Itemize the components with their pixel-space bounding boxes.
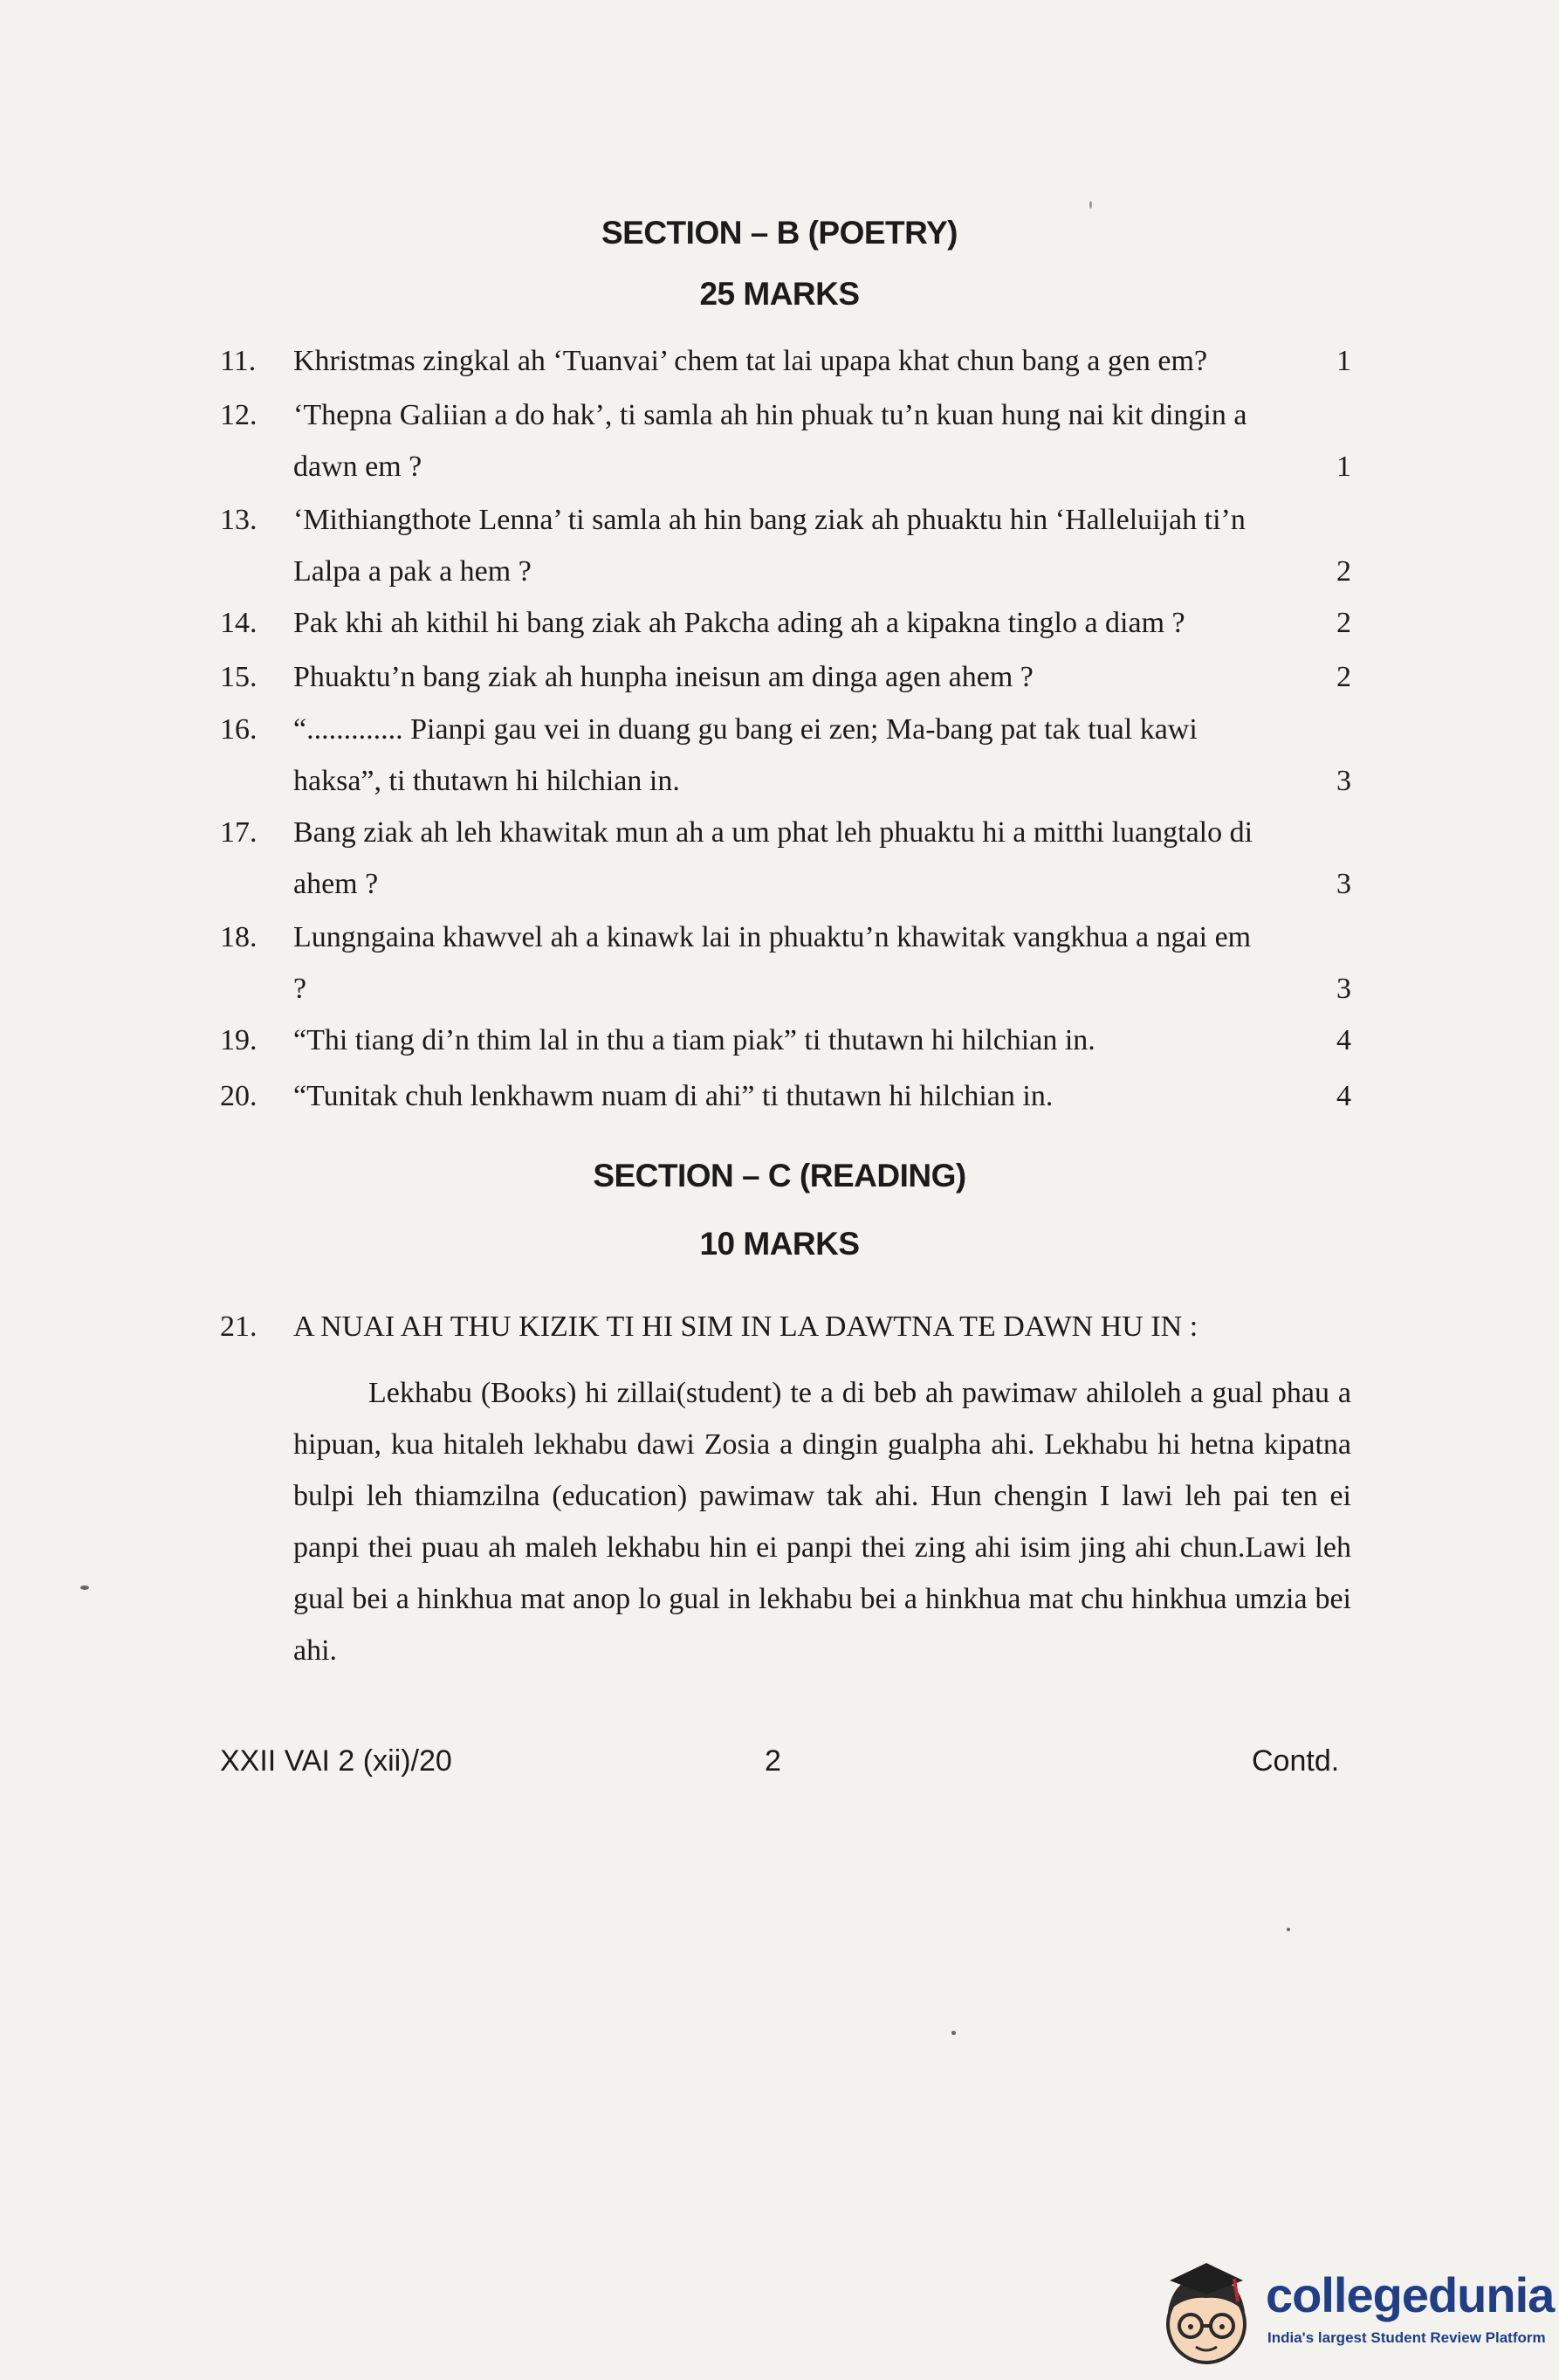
question-mark: 3 bbox=[1336, 765, 1351, 797]
page-number: 2 bbox=[765, 1744, 781, 1778]
question-text: “Tunitak chuh lenkhawm nuam di ahi” ti thutawn hi hilchian in. bbox=[293, 1080, 1054, 1112]
mascot-icon bbox=[1150, 2251, 1262, 2373]
question-text: ‘Thepna Galiian a do hak’, ti samla ah hin phuak tu’n kuan hung nai kit dingin a dawn em ? bbox=[293, 399, 1247, 483]
logo-tagline: India's largest Student Review Platform bbox=[1267, 2329, 1546, 2346]
scan-speck bbox=[80, 1586, 89, 1590]
question-mark: 3 bbox=[1336, 973, 1351, 1005]
question-number: 17. bbox=[220, 816, 258, 849]
collegedunia-logo bbox=[1150, 2251, 1555, 2373]
question-text: Lungngaina khawvel ah a kinawk lai in phuaktu’n khawitak vangkhua a ngai em ? bbox=[293, 921, 1252, 1005]
question-text: Bang ziak ah leh khawitak mun ah a um phat leh phuaktu hi a mitthi luangtalo di ahem ? bbox=[293, 816, 1253, 900]
continued-label: Contd. bbox=[1252, 1744, 1340, 1778]
question-text: A NUAI AH THU KIZIK TI HI SIM IN LA DAWTNA TE DAWN HU IN : bbox=[293, 1310, 1198, 1343]
scan-speck bbox=[1089, 201, 1092, 209]
section-c-title: SECTION – C (READING) bbox=[593, 1158, 966, 1193]
question-number: 18. bbox=[220, 921, 258, 953]
question-number: 11. bbox=[220, 345, 257, 377]
question-mark: 1 bbox=[1336, 345, 1351, 377]
question-number: 13. bbox=[220, 504, 258, 536]
question-text: Pak khi ah kithil hi bang ziak ah Pakcha ading ah a kipakna tinglo a diam ? bbox=[293, 607, 1185, 639]
question-number: 19. bbox=[220, 1024, 258, 1056]
logo-wordmark: collegedunia bbox=[1266, 2267, 1555, 2322]
section-b-title: SECTION – B (POETRY) bbox=[601, 215, 958, 251]
scan-speck bbox=[951, 2031, 956, 2035]
question-mark: 2 bbox=[1336, 607, 1351, 639]
question-mark: 2 bbox=[1336, 661, 1351, 693]
question-text: “Thi tiang di’n thim lal in thu a tiam piak” ti thutawn hi hilchian in. bbox=[293, 1024, 1095, 1056]
question-mark: 3 bbox=[1336, 868, 1351, 900]
section-c-marks: 10 MARKS bbox=[699, 1226, 860, 1262]
question-text: ‘Mithiangthote Lenna’ ti samla ah hin bang ziak ah phuaktu hin ‘Halleluijah ti’n Lalpa a pak a hem ? bbox=[293, 504, 1246, 588]
question-number: 12. bbox=[220, 399, 258, 431]
question-text: Phuaktu’n bang ziak ah hunpha ineisun am dinga agen ahem ? bbox=[293, 661, 1034, 693]
paper-code: XXII VAI 2 (xii)/20 bbox=[220, 1744, 452, 1778]
section-b-marks: 25 MARKS bbox=[699, 276, 860, 312]
question-number: 21. bbox=[220, 1310, 258, 1343]
question-text: Khristmas zingkal ah ‘Tuanvai’ chem tat lai upapa khat chun bang a gen em? bbox=[293, 345, 1208, 377]
question-number: 15. bbox=[220, 661, 258, 693]
question-text: “............. Pianpi gau vei in duang gu bang ei zen; Ma-bang pat tak tual kawi haksa”, ti thutawn hi hilchian in. bbox=[293, 713, 1198, 797]
question-number: 14. bbox=[220, 607, 258, 639]
question-mark: 4 bbox=[1336, 1080, 1351, 1112]
question-number: 20. bbox=[220, 1080, 258, 1112]
question-mark: 2 bbox=[1336, 555, 1351, 588]
question-number: 16. bbox=[220, 713, 258, 746]
scan-speck bbox=[1287, 1928, 1290, 1931]
reading-passage: Lekhabu (Books) hi zillai(student) te a di beb ah pawimaw ahiloleh a gual phau a hipuan, kua hitaleh lekhabu dawi Zosia a dingin gualpha ahi. Lekhabu hi hetna kipatna bulpi leh thiamzilna (education) pawimaw tak ahi. Hun chengin I lawi leh pai ten ei panpi thei puau ah maleh lekhabu hin ei panpi thei zing ahi isim jing ahi chun.Lawi leh gual bei a hinkhua mat anop lo gual in lekhabu bei a hinkhua mat chu hinkhua umzia bei ahi. bbox=[293, 1377, 1351, 1667]
question-mark: 1 bbox=[1336, 451, 1351, 483]
question-mark: 4 bbox=[1336, 1024, 1351, 1056]
